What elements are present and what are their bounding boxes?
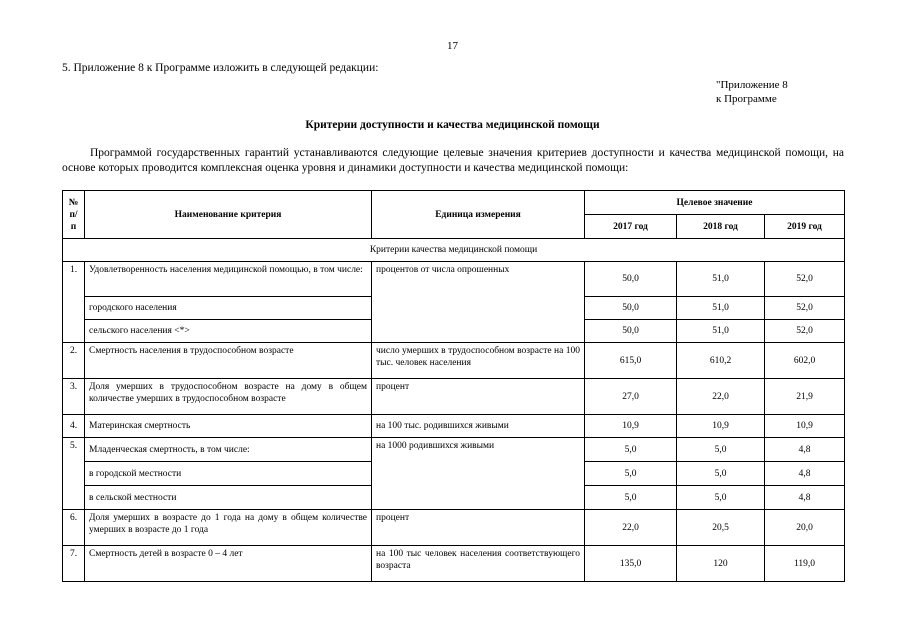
- header-target: Целевое значение: [585, 191, 845, 215]
- value-2019: 52,0: [765, 320, 845, 343]
- row-unit: на 1000 родившихся живыми: [372, 438, 585, 510]
- table-row: [63, 510, 845, 546]
- section-row: [63, 239, 845, 262]
- value-2019: 21,9: [765, 379, 845, 415]
- row-name: в городской местности: [85, 462, 372, 486]
- value-2019: 52,0: [765, 297, 845, 320]
- row-unit: процентов от числа опрошенных: [372, 262, 585, 343]
- row-name: сельского населения <*>: [85, 320, 372, 343]
- value-2019: 20,0: [765, 510, 845, 546]
- header-unit: Единица измерения: [372, 191, 585, 239]
- header-num: № п/п: [63, 191, 85, 239]
- row-name: Удовлетворенность населения медицинской помощью, в том числе:: [85, 262, 372, 297]
- row-name: Материнская смертность: [85, 415, 372, 438]
- value-2018: 22,0: [677, 379, 765, 415]
- header-2017: 2017 год: [585, 215, 677, 239]
- value-2018: 5,0: [677, 462, 765, 486]
- value-2019: 52,0: [765, 262, 845, 297]
- value-2017: 50,0: [585, 320, 677, 343]
- value-2019: 4,8: [765, 486, 845, 510]
- row-unit: процент: [372, 379, 585, 415]
- row-unit: на 100 тыс человек населения соответствующего возраста: [372, 546, 585, 582]
- value-2017: 5,0: [585, 462, 677, 486]
- row-unit: число умерших в трудоспособном возрасте на 100 тыс. человек населения: [372, 343, 585, 379]
- row-name: Смертность населения в трудоспособном возрасте: [85, 343, 372, 379]
- appendix-line-1: "Приложение 8: [716, 79, 788, 91]
- row-num: 1.: [63, 262, 85, 343]
- intro-text: 5. Приложение 8 к Программе изложить в следующей редакции:: [62, 62, 379, 74]
- value-2017: 5,0: [585, 438, 677, 462]
- row-name: городского населения: [85, 297, 372, 320]
- intro-paragraph: Программой государственных гарантий устанавливаются следующие целевые значения критериев доступности и качества медицинской помощи, на основе которых проводится комплексная оценка уровня и динамики доступности и качества медицинской помощи:: [62, 147, 844, 174]
- value-2017: 135,0: [585, 546, 677, 582]
- table-row: [63, 415, 845, 438]
- value-2018: 51,0: [677, 262, 765, 297]
- row-num: 4.: [63, 415, 85, 438]
- appendix-note: [716, 78, 788, 106]
- row-num: 6.: [63, 510, 85, 546]
- value-2019: 4,8: [765, 462, 845, 486]
- value-2018: 610,2: [677, 343, 765, 379]
- value-2018: 5,0: [677, 438, 765, 462]
- table-row: [63, 438, 845, 462]
- value-2019: 4,8: [765, 438, 845, 462]
- page-number: 17: [447, 40, 458, 52]
- row-name: в сельской местности: [85, 486, 372, 510]
- table-row: [63, 546, 845, 582]
- row-name: Доля умерших в возрасте до 1 года на дому в общем количестве умерших в возрасте до 1 года: [85, 510, 372, 546]
- value-2018: 120: [677, 546, 765, 582]
- value-2017: 50,0: [585, 262, 677, 297]
- row-num: 7.: [63, 546, 85, 582]
- value-2018: 51,0: [677, 320, 765, 343]
- header-2019: 2019 год: [765, 215, 845, 239]
- value-2017: 22,0: [585, 510, 677, 546]
- row-name: Доля умерших в трудоспособном возрасте на дому в общем количестве умерших в трудоспособном возрасте: [85, 379, 372, 415]
- table-row: [63, 262, 845, 297]
- value-2017: 50,0: [585, 297, 677, 320]
- value-2019: 602,0: [765, 343, 845, 379]
- value-2017: 27,0: [585, 379, 677, 415]
- table-row: [63, 379, 845, 415]
- value-2019: 10,9: [765, 415, 845, 438]
- value-2019: 119,0: [765, 546, 845, 582]
- row-num: 3.: [63, 379, 85, 415]
- section-title: Критерии качества медицинской помощи: [63, 239, 845, 262]
- criteria-table: [62, 190, 845, 582]
- row-name: Смертность детей в возрасте 0 – 4 лет: [85, 546, 372, 582]
- header-name: Наименование критерия: [85, 191, 372, 239]
- value-2017: 10,9: [585, 415, 677, 438]
- value-2018: 10,9: [677, 415, 765, 438]
- value-2018: 5,0: [677, 486, 765, 510]
- table-header-row: [63, 191, 845, 215]
- value-2018: 20,5: [677, 510, 765, 546]
- table-row: [63, 343, 845, 379]
- row-name: Младенческая смертность, в том числе:: [85, 438, 372, 462]
- row-num: 2.: [63, 343, 85, 379]
- row-unit: на 100 тыс. родившихся живыми: [372, 415, 585, 438]
- appendix-line-2: к Программе: [716, 93, 777, 105]
- document-title: Критерии доступности и качества медицинской помощи: [305, 119, 600, 131]
- value-2017: 615,0: [585, 343, 677, 379]
- row-num: 5.: [63, 438, 85, 510]
- value-2017: 5,0: [585, 486, 677, 510]
- value-2018: 51,0: [677, 297, 765, 320]
- row-unit: процент: [372, 510, 585, 546]
- header-2018: 2018 год: [677, 215, 765, 239]
